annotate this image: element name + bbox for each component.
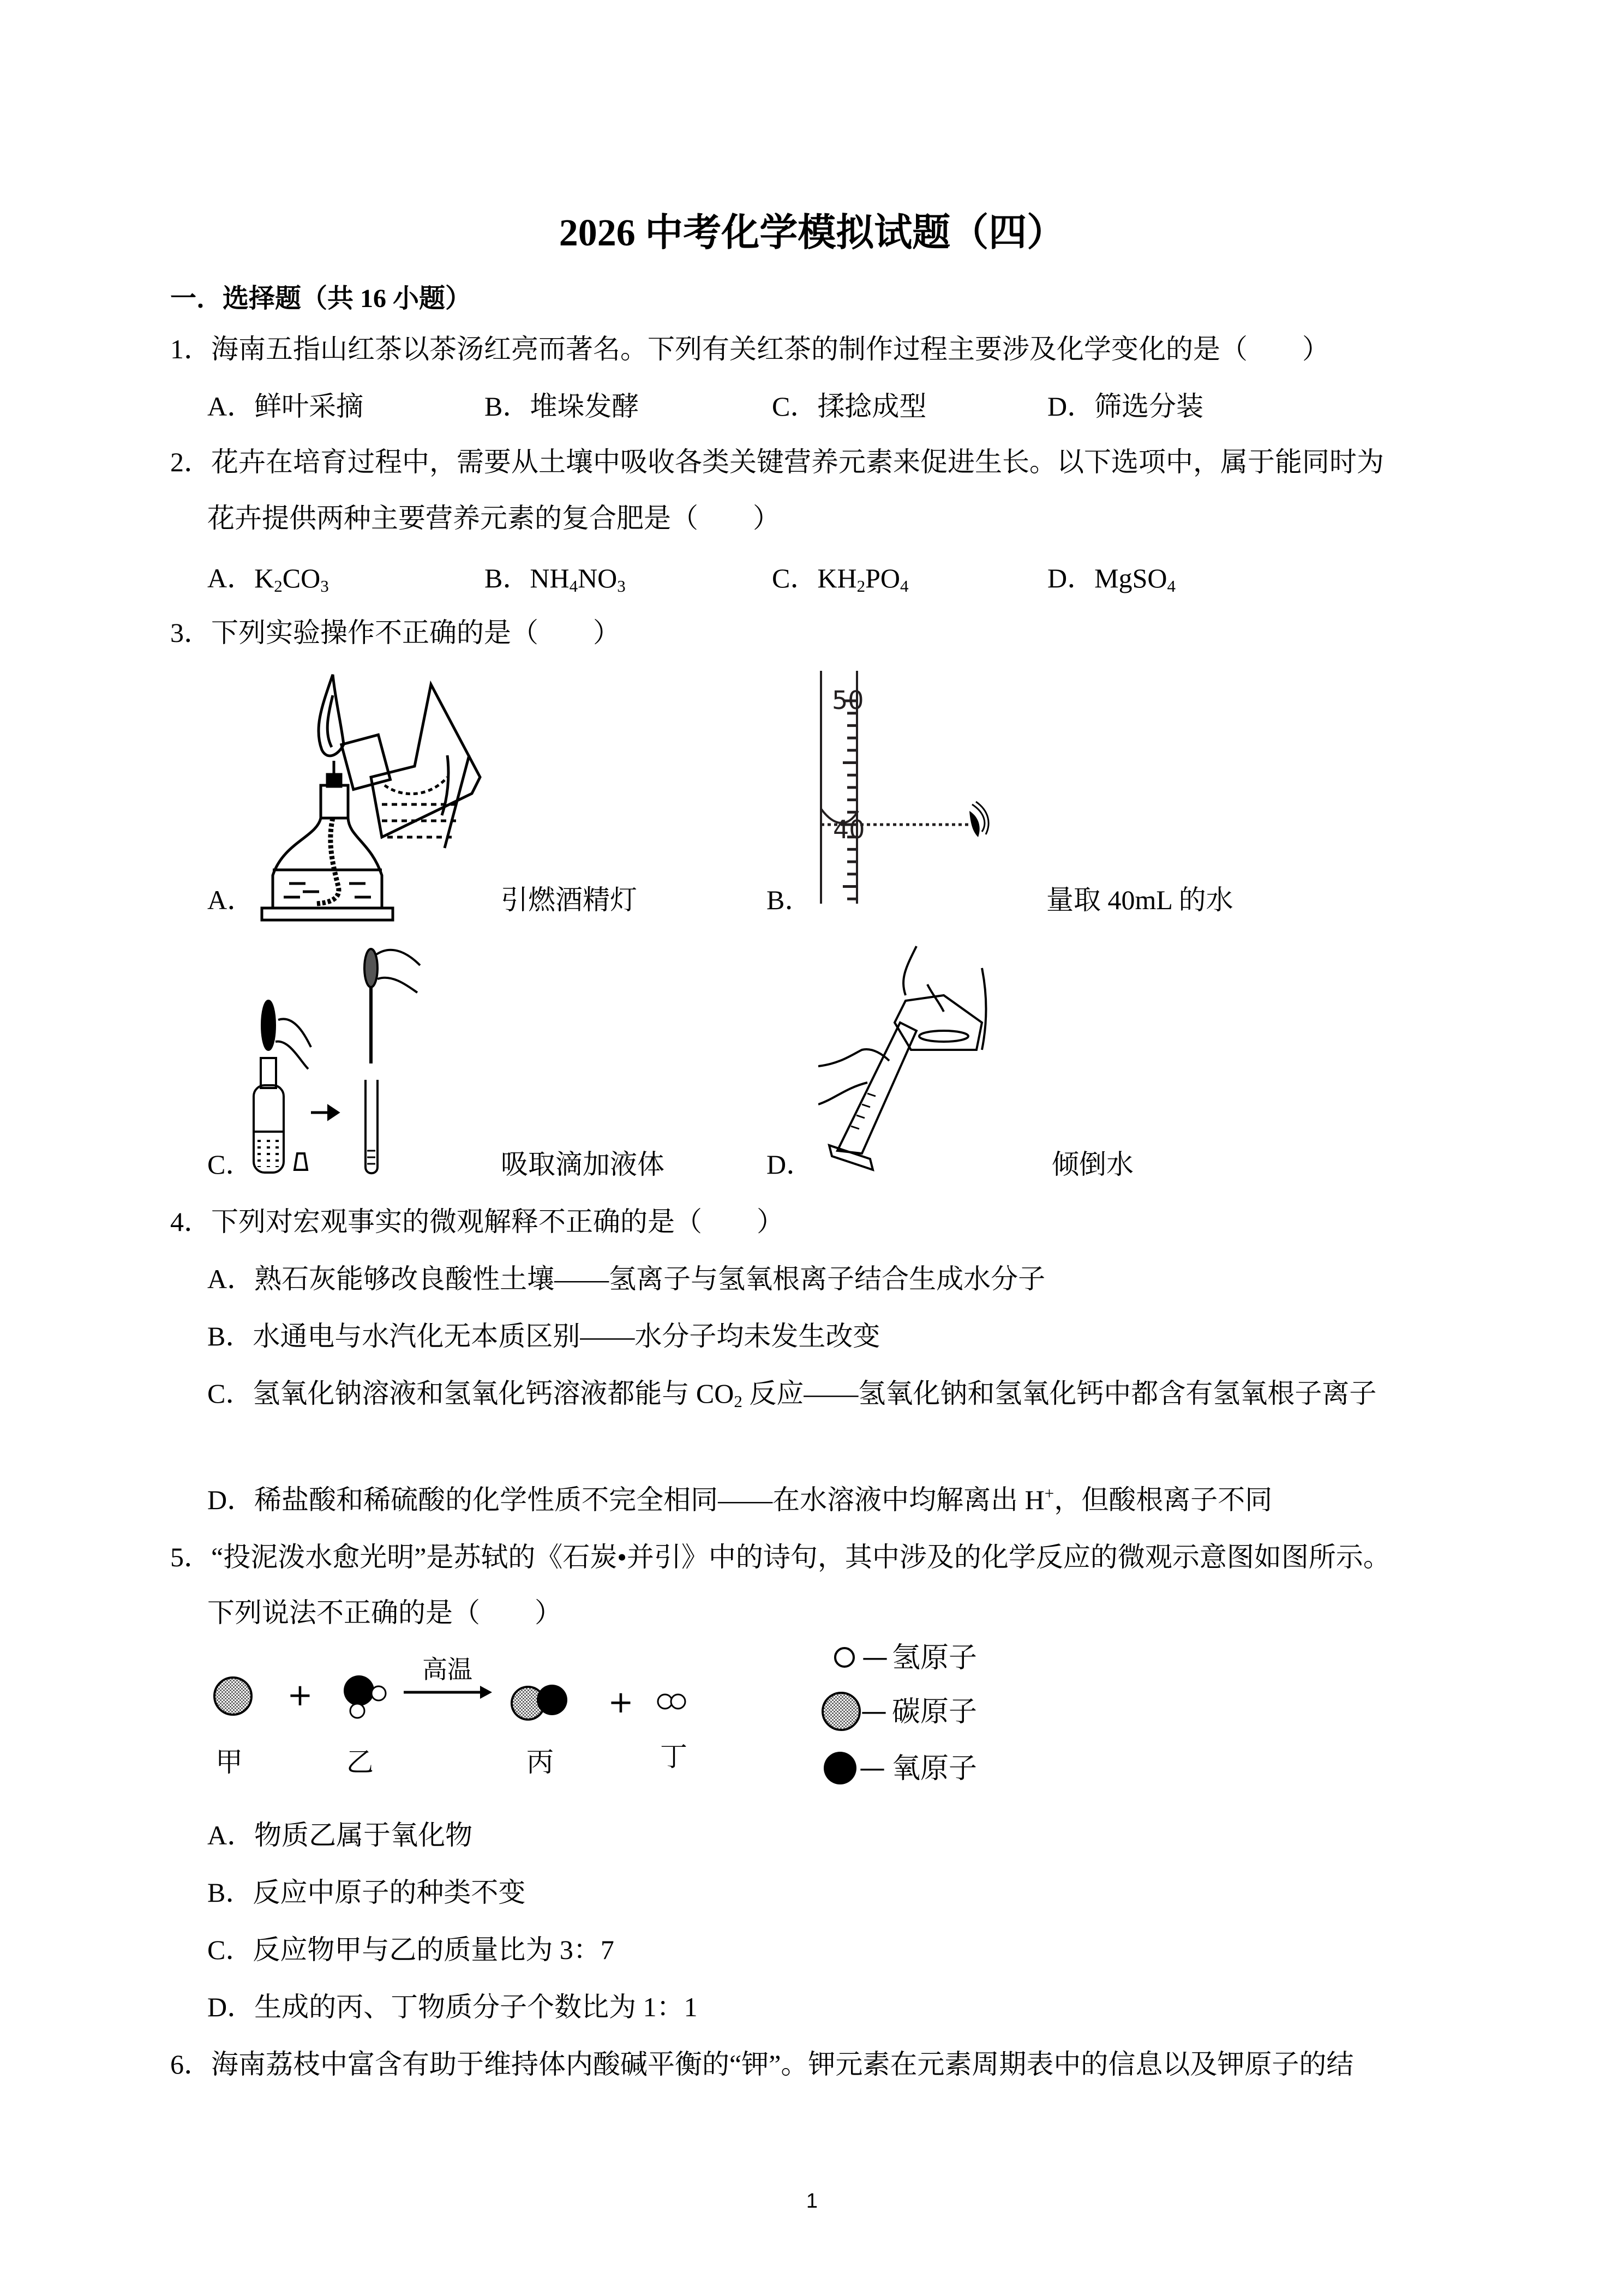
formula-subscript: 2 (856, 576, 866, 596)
scale-label-40: 40 (833, 815, 865, 844)
label-jia: 甲 (215, 1746, 243, 1778)
legend-hydrogen: 氢原子 (892, 1642, 978, 1674)
question-stem: 海南荔枝中富含有助于维持体内酸碱平衡的“钾”。钾元素在元素周期表中的信息以及钾原子的结 (211, 2049, 1354, 2079)
carbon-atom-icon (823, 1693, 860, 1730)
reaction-micro-diagram (202, 1639, 1020, 1802)
option-letter: C． (207, 1378, 253, 1409)
question-stem: 下列对宏观事实的微观解释不正确的是（ ） (211, 1206, 784, 1237)
option-letter: B． (207, 1877, 253, 1908)
legend (823, 1642, 977, 1785)
question-stem: 海南五指山红茶以茶汤红亮而著名。下列有关红茶的制作过程主要涉及化学变化的是（ ） (211, 334, 1329, 364)
question-stem: 下列实验操作不正确的是（ ） (211, 617, 620, 648)
q3-option-b-caption: 量取 40mL 的水 (1046, 885, 1233, 915)
question-stem-line1: 花卉在培育过程中，需要从土壤中吸收各类关键营养元素来促进生长。以下选项中，属于能同时为 (211, 447, 1384, 477)
option-letter: D． (1047, 563, 1095, 593)
scale-label-50: 50 (832, 686, 864, 715)
option-text: 反应——氢氧化钠和氢氧化钙中都含有氢氧根子离子 (742, 1378, 1377, 1409)
hydrogen-atom-icon (371, 1686, 386, 1700)
q2-option-c[interactable] (772, 562, 909, 594)
q4-option-b[interactable] (207, 1320, 880, 1353)
plus-sign: + (287, 1678, 313, 1713)
option-text: ，但酸根离子不同 (1054, 1484, 1273, 1515)
question-2 (170, 446, 1384, 478)
option-text: 反应物甲与乙的质量比为 3：7 (253, 1934, 614, 1965)
question-5-line2: 下列说法不正确的是（ ） (207, 1597, 562, 1628)
formula-subscript: 3 (617, 576, 626, 596)
reaction-condition: 高温 (422, 1655, 472, 1684)
option-letter: A． (207, 391, 255, 422)
q2-option-a[interactable] (207, 562, 329, 594)
label-yi: 乙 (346, 1746, 374, 1778)
hydrogen-atom-icon (350, 1704, 364, 1718)
option-text: 生成的丙、丁物质分子个数比为 1：1 (254, 1992, 698, 2022)
q1-option-a[interactable] (207, 390, 363, 423)
formula-part: NH (530, 563, 570, 593)
hydrogen-atom-icon (671, 1694, 685, 1709)
question-5 (170, 1541, 1391, 1573)
option-letter: A． (207, 1264, 255, 1294)
option-text: 揉捻成型 (817, 391, 927, 422)
option-text: 筛选分装 (1094, 391, 1204, 422)
option-letter: D． (1047, 391, 1095, 422)
option-letter: B． (484, 391, 530, 422)
question-number: 1． (170, 334, 211, 364)
option-text: 堆垛发酵 (530, 391, 639, 422)
q4-option-a[interactable] (207, 1263, 1045, 1295)
hydrogen-atom-icon (835, 1648, 854, 1667)
option-text: 鲜叶采摘 (254, 391, 364, 422)
q2-option-d[interactable] (1047, 562, 1176, 594)
q1-option-b[interactable] (484, 390, 639, 423)
label-ding: 丁 (660, 1741, 687, 1772)
q3-option-a-letter[interactable]: A． (207, 885, 255, 915)
option-text: 反应中原子的种类不变 (253, 1877, 526, 1908)
formula-part: KH (817, 563, 857, 593)
page-title: 2026 中考化学模拟试题（四） (559, 212, 1065, 254)
option-letter: C． (207, 1934, 253, 1965)
oxygen-atom-icon (344, 1675, 374, 1706)
formula-part: PO (865, 563, 900, 593)
question-stem-line1: “投泥泼水愈光明”是苏轼的《石炭•并引》中的诗句，其中涉及的化学反应的微观示意图如图所示。 (211, 1542, 1391, 1572)
option-text: 水通电与水汽化无本质区别——水分子均未发生改变 (253, 1321, 880, 1351)
q5-option-c[interactable] (207, 1933, 614, 1966)
q3-option-a-caption: 引燃酒精灯 (501, 885, 637, 915)
oxygen-atom-icon (824, 1752, 856, 1784)
dropper-illustration (235, 933, 469, 1178)
option-letter: C． (772, 391, 818, 422)
option-letter: A． (207, 563, 255, 593)
option-letter: C． (772, 563, 818, 593)
question-2-line2: 花卉提供两种主要营养元素的复合肥是（ ） (207, 503, 780, 533)
q5-option-b[interactable] (207, 1876, 525, 1909)
option-text: 熟石灰能够改良酸性土壤——氢离子与氢氧根离子结合生成水分子 (254, 1264, 1046, 1294)
question-1 (170, 333, 1329, 365)
q2-option-b[interactable] (484, 562, 626, 594)
q3-option-c-caption: 吸取滴加液体 (501, 1149, 664, 1180)
ion-charge-superscript: + (1044, 1483, 1054, 1503)
q5-option-a[interactable] (207, 1819, 472, 1852)
hydrogen-atom-icon (658, 1694, 672, 1709)
option-text: 氢氧化钠溶液和氢氧化钙溶液都能与 CO (253, 1378, 734, 1409)
plus-sign: + (608, 1685, 634, 1720)
section-heading: 一．选择题（共 16 小题） (170, 284, 472, 313)
option-text: 稀盐酸和稀硫酸的化学性质不完全相同——在水溶液中均解离出 H (254, 1484, 1045, 1515)
q4-option-d[interactable] (207, 1483, 1272, 1516)
arrow-icon (480, 1686, 492, 1699)
carbon-atom-icon (214, 1678, 251, 1715)
q3-option-b-letter[interactable]: B． (766, 885, 812, 915)
eye-icon (969, 802, 988, 837)
option-letter: A． (207, 1820, 255, 1850)
formula-subscript: 4 (900, 576, 909, 596)
formula-subscript: 4 (1167, 576, 1176, 596)
formula-part: MgSO (1094, 563, 1167, 593)
page-number: 1 (806, 2190, 818, 2213)
option-text: 物质乙属于氧化物 (254, 1820, 473, 1850)
option-letter: B． (207, 1321, 253, 1351)
option-letter: B． (484, 563, 530, 593)
q3-option-d-letter[interactable]: D． (766, 1149, 814, 1180)
question-4 (170, 1205, 784, 1238)
q1-option-d[interactable] (1047, 390, 1203, 423)
q3-option-d-caption: 倾倒水 (1052, 1149, 1134, 1180)
question-number: 2． (170, 447, 211, 477)
alcohol-lamp-illustration (251, 668, 507, 924)
formula-subscript: 2 (734, 1391, 742, 1411)
oxygen-atom-icon (537, 1685, 567, 1715)
lamp-body (273, 818, 382, 908)
lamp-wick-holder (321, 785, 348, 818)
option-letter: D． (207, 1992, 255, 2022)
q1-option-c[interactable] (772, 390, 926, 423)
legend-carbon: 碳原子 (892, 1696, 978, 1728)
formula-subscript: 2 (274, 576, 283, 596)
pouring-water-illustration (818, 941, 1064, 1175)
legend-dash: — (861, 1696, 887, 1727)
q4-option-c[interactable] (207, 1377, 1376, 1410)
q3-option-c-letter[interactable]: C． (207, 1149, 253, 1180)
option-letter: D． (207, 1484, 255, 1515)
legend-dash: — (859, 1753, 885, 1783)
question-6 (170, 2048, 1353, 2081)
question-number: 5． (170, 1542, 211, 1572)
tilted-lamp (371, 684, 480, 837)
test-tube (365, 1080, 377, 1173)
question-number: 6． (170, 2049, 211, 2079)
q5-option-d[interactable] (207, 1991, 698, 2023)
legend-dash: — (862, 1642, 888, 1673)
question-number: 3． (170, 617, 211, 648)
legend-oxygen: 氧原子 (892, 1752, 978, 1785)
formula-part: K (254, 563, 274, 593)
label-bing: 丙 (526, 1746, 554, 1778)
measuring-cylinder-illustration (805, 668, 1077, 913)
formula-subscript: 4 (569, 576, 578, 596)
formula-subscript: 3 (320, 576, 329, 596)
question-3 (170, 616, 620, 649)
formula-part: CO (282, 563, 321, 593)
formula-part: NO (578, 563, 618, 593)
question-number: 4． (170, 1206, 211, 1237)
